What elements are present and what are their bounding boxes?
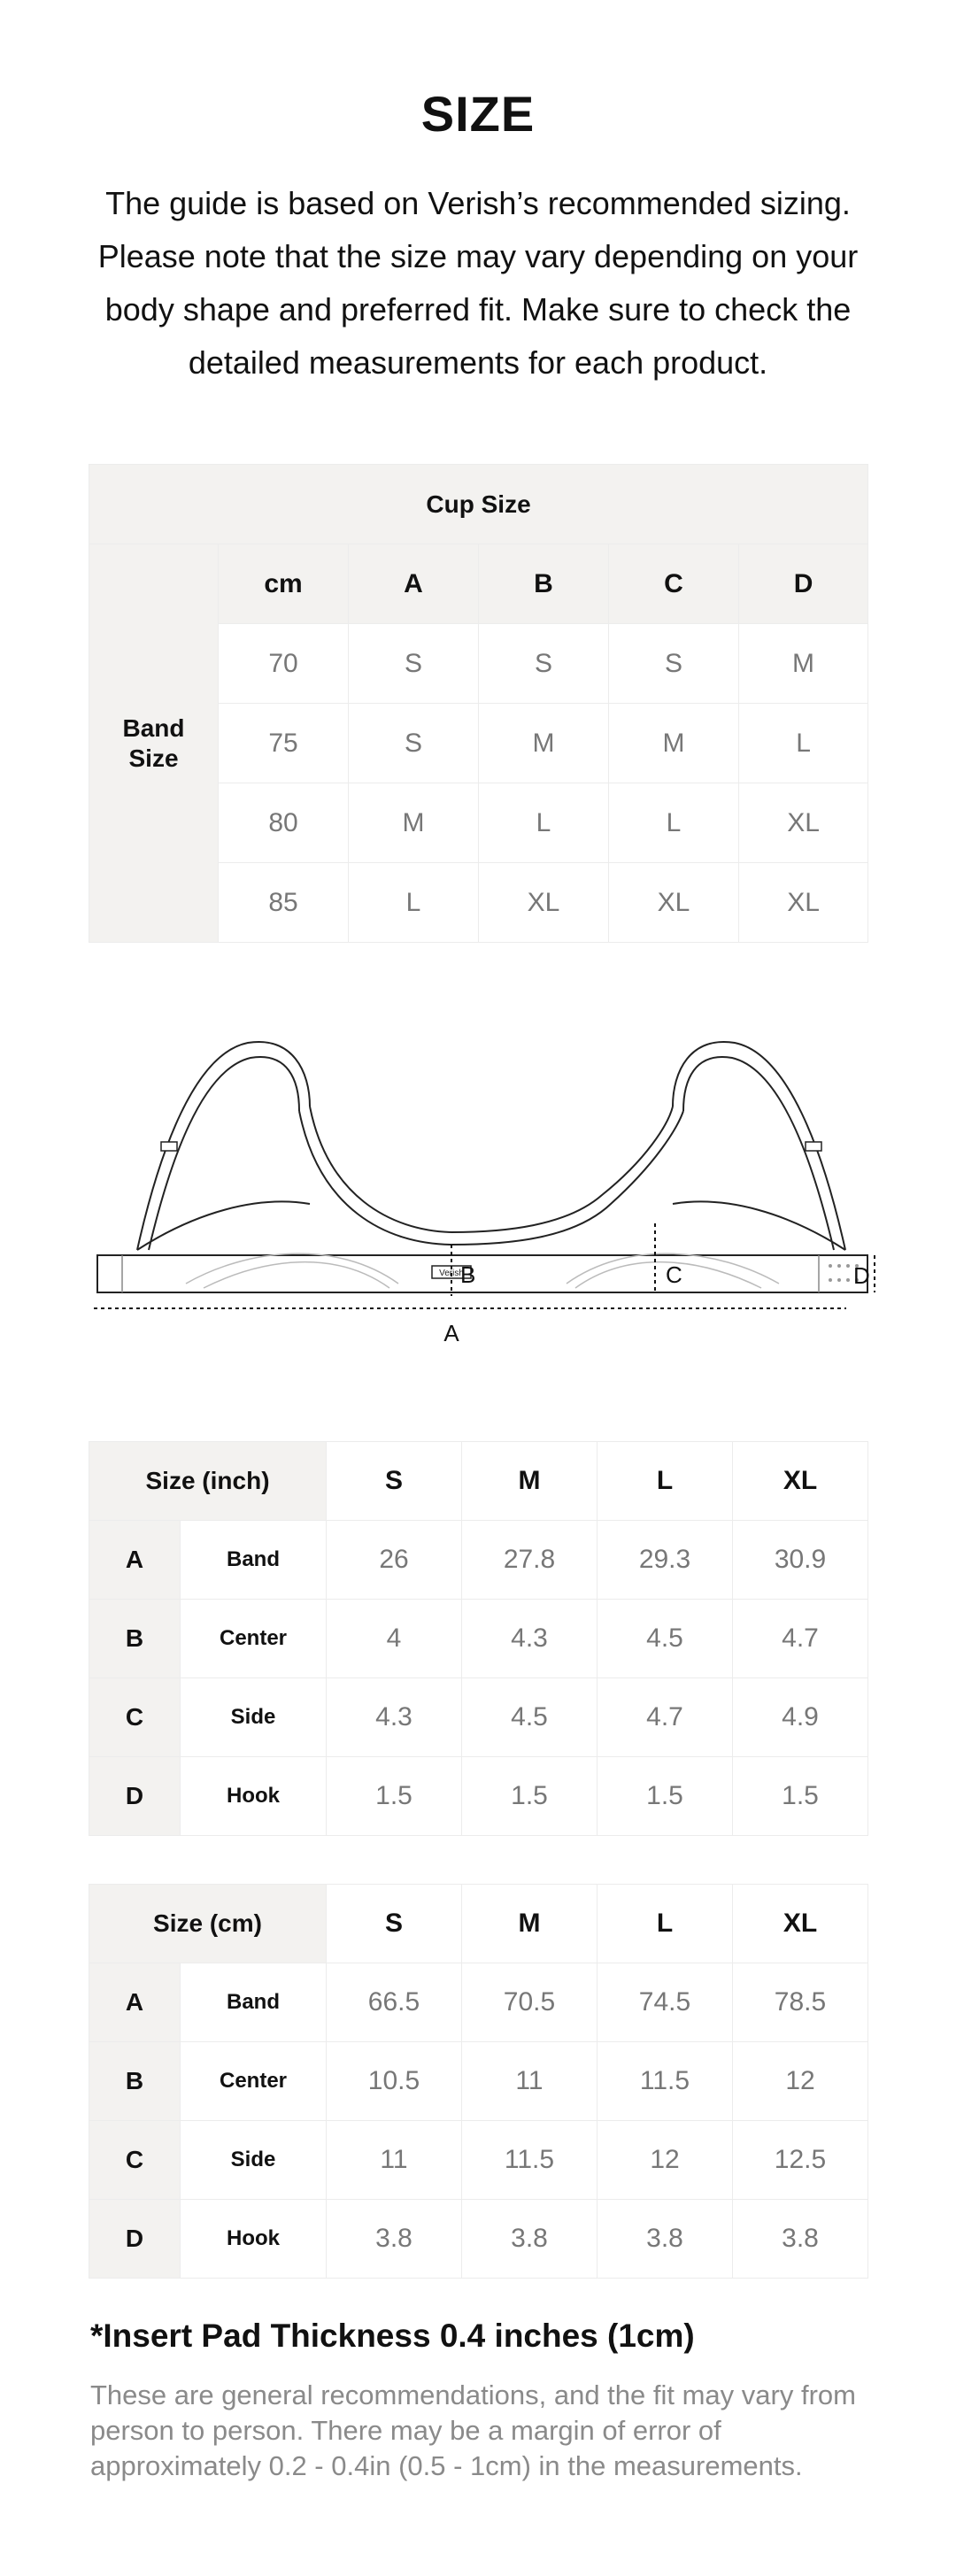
label-d: D xyxy=(853,1262,870,1289)
table-cell: 12.5 xyxy=(733,2121,868,2200)
measure-letter: A xyxy=(89,1521,181,1600)
label-b: B xyxy=(460,1261,476,1288)
insert-pad-note: *Insert Pad Thickness 0.4 inches (1cm) xyxy=(90,2318,695,2354)
measure-name: Hook xyxy=(181,2200,327,2279)
column-header: cm xyxy=(219,544,349,624)
table-row xyxy=(89,1600,868,1678)
table-cell: XL xyxy=(739,783,868,863)
table-cell: 4 xyxy=(327,1600,462,1678)
cm-size-table xyxy=(89,1884,868,2279)
table-cell: 66.5 xyxy=(327,1963,462,2042)
table-cell: M xyxy=(739,624,868,704)
column-header: A xyxy=(349,544,479,624)
table-cell: M xyxy=(609,704,739,783)
table-cell: S xyxy=(349,704,479,783)
table-cell: L xyxy=(479,783,609,863)
measure-letter: B xyxy=(89,1600,181,1678)
table-cell: 12 xyxy=(733,2042,868,2121)
table-cell: 4.7 xyxy=(598,1678,733,1757)
size-column-header: XL xyxy=(733,1442,868,1521)
table-cell: 30.9 xyxy=(733,1521,868,1600)
measure-name: Center xyxy=(181,2042,327,2121)
measure-name: Side xyxy=(181,1678,327,1757)
table-cell: 78.5 xyxy=(733,1963,868,2042)
table-row xyxy=(89,1678,868,1757)
neckline-inner xyxy=(299,1111,683,1245)
measure-letter: C xyxy=(89,1678,181,1757)
measure-name: Side xyxy=(181,2121,327,2200)
size-column-header: L xyxy=(598,1885,733,1963)
table-cell: S xyxy=(609,624,739,704)
table-cell: 1.5 xyxy=(327,1757,462,1836)
left-strap-adjuster xyxy=(161,1142,177,1151)
table-cell: 3.8 xyxy=(327,2200,462,2279)
table-cell: 4.3 xyxy=(327,1678,462,1757)
size-column-header: M xyxy=(462,1442,598,1521)
size-header: Size (cm) xyxy=(89,1885,327,1963)
table-cell: M xyxy=(349,783,479,863)
table-cell: XL xyxy=(739,863,868,943)
table-cell: 11.5 xyxy=(598,2042,733,2121)
table-row xyxy=(89,1757,868,1836)
table-cell: 3.8 xyxy=(598,2200,733,2279)
table-cell: 1.5 xyxy=(462,1757,598,1836)
column-header: C xyxy=(609,544,739,624)
left-underwire xyxy=(186,1253,398,1284)
table-cell: XL xyxy=(479,863,609,943)
table-cell: 85 xyxy=(219,863,349,943)
table-cell: 3.8 xyxy=(733,2200,868,2279)
table-cell: 10.5 xyxy=(327,2042,462,2121)
table-row xyxy=(89,2042,868,2121)
measure-letter: D xyxy=(89,1757,181,1836)
table-cell: M xyxy=(479,704,609,783)
table-cell: 74.5 xyxy=(598,1963,733,2042)
table-cell: 80 xyxy=(219,783,349,863)
size-column-header: S xyxy=(327,1885,462,1963)
intro-text: The guide is based on Verish’s recommended sizing. Please note that the size may vary depending on your body shape and preferred fit. Make sure to check the detailed measurements for each product. xyxy=(97,185,859,381)
label-c: C xyxy=(666,1261,682,1288)
size-column-header: M xyxy=(462,1885,598,1963)
table-cell: 75 xyxy=(219,704,349,783)
table-cell: XL xyxy=(609,863,739,943)
band-outline xyxy=(97,1255,867,1292)
measure-letter: B xyxy=(89,2042,181,2121)
measure-name: Band xyxy=(181,1963,327,2042)
table-row xyxy=(89,1521,868,1600)
table-cell: 4.9 xyxy=(733,1678,868,1757)
left-cup-seam xyxy=(204,1262,389,1288)
table-cell: L xyxy=(349,863,479,943)
table-row xyxy=(89,2121,868,2200)
right-strap-inner xyxy=(683,1057,834,1250)
column-header: B xyxy=(479,544,609,624)
right-strap-adjuster xyxy=(806,1142,821,1151)
left-cup-outer xyxy=(137,1201,310,1250)
table-cell: 27.8 xyxy=(462,1521,598,1600)
inch-size-table xyxy=(89,1441,868,1836)
measure-name: Band xyxy=(181,1521,327,1600)
table-cell: 4.3 xyxy=(462,1600,598,1678)
table-cell: 3.8 xyxy=(462,2200,598,2279)
measure-name: Hook xyxy=(181,1757,327,1836)
cup-size-header: Cup Size xyxy=(89,465,868,544)
table-cell: 1.5 xyxy=(733,1757,868,1836)
left-strap-inner xyxy=(149,1057,299,1250)
table-cell: S xyxy=(349,624,479,704)
right-cup-outer xyxy=(673,1201,845,1250)
page-title: SIZE xyxy=(420,86,536,142)
table-cell: 11 xyxy=(327,2121,462,2200)
table-row xyxy=(89,2200,868,2279)
cup-size-table xyxy=(89,464,868,943)
table-cell: S xyxy=(479,624,609,704)
table-cell: L xyxy=(739,704,868,783)
table-cell: 11 xyxy=(462,2042,598,2121)
table-row xyxy=(89,1963,868,2042)
label-a: A xyxy=(443,1320,459,1346)
table-cell: 26 xyxy=(327,1521,462,1600)
table-cell: 11.5 xyxy=(462,2121,598,2200)
table-cell: 4.7 xyxy=(733,1600,868,1678)
table-cell: 70 xyxy=(219,624,349,704)
band-size-label: Band Size xyxy=(89,544,219,943)
size-column-header: XL xyxy=(733,1885,868,1963)
table-cell: 4.5 xyxy=(462,1678,598,1757)
measure-name: Center xyxy=(181,1600,327,1678)
size-header: Size (inch) xyxy=(89,1442,327,1521)
table-cell: 4.5 xyxy=(598,1600,733,1678)
measure-letter: C xyxy=(89,2121,181,2200)
measure-letter: A xyxy=(89,1963,181,2042)
brand-tag-text: Verish xyxy=(439,1269,464,1278)
measure-letter: D xyxy=(89,2200,181,2279)
table-cell: 12 xyxy=(598,2121,733,2200)
size-column-header: L xyxy=(598,1442,733,1521)
table-cell: 29.3 xyxy=(598,1521,733,1600)
table-cell: L xyxy=(609,783,739,863)
neckline-outer xyxy=(310,1107,673,1232)
table-cell: 70.5 xyxy=(462,1963,598,2042)
bra-measurement-diagram xyxy=(89,1018,876,1354)
column-header: D xyxy=(739,544,868,624)
disclaimer-text: These are general recommendations, and the fit may vary from person to person. There may be a margin of error of approximately 0.2 - 0.4in (0.5 - 1cm) in the measurements. xyxy=(90,2379,856,2481)
size-column-header: S xyxy=(327,1442,462,1521)
table-cell: 1.5 xyxy=(598,1757,733,1836)
